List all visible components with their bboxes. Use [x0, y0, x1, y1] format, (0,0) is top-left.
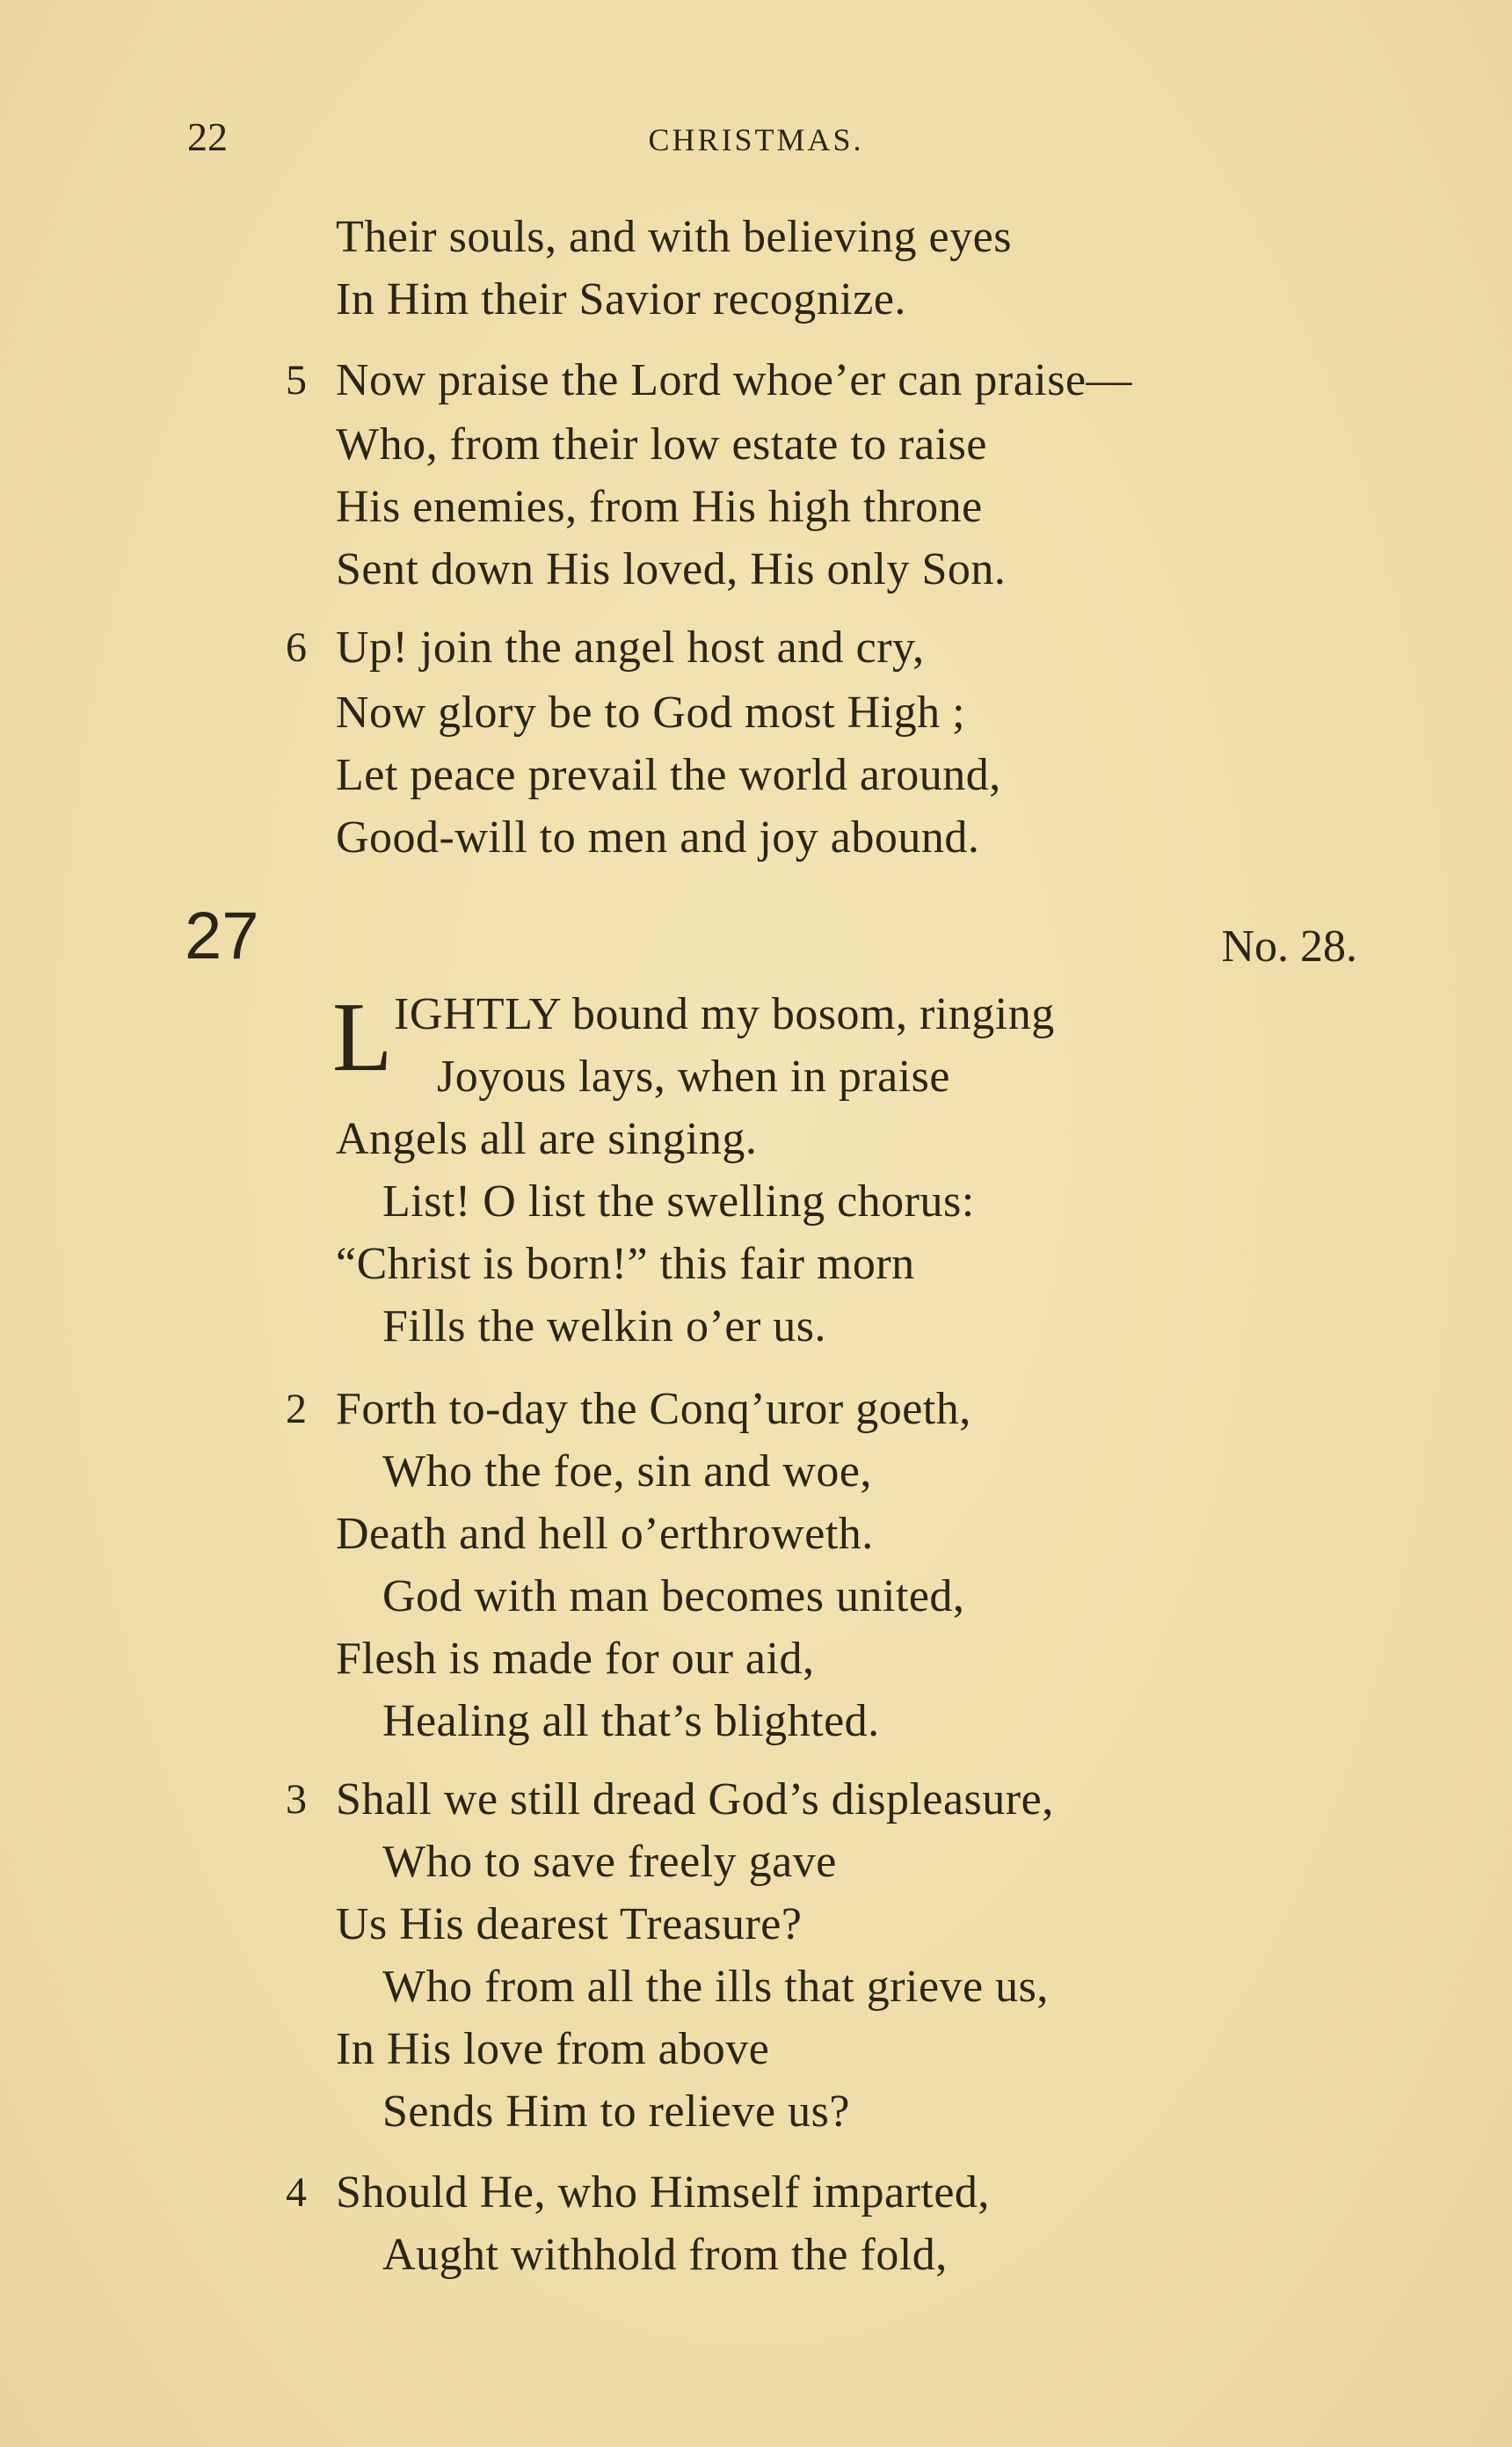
drop-cap: L [332, 983, 393, 1092]
verse-line: In Him their Savior recognize. [336, 274, 906, 324]
verse-line: IGHTLY bound my bosom, ringing [394, 989, 1055, 1039]
stanza-number: 6 [286, 624, 307, 671]
verse-line: Now glory be to God most High ; [336, 688, 966, 738]
verse-line: Us His dearest Treasure? [336, 1899, 803, 1949]
stanza-number: 3 [286, 1776, 307, 1823]
stanza-number: 5 [286, 357, 307, 404]
verse-line: Who the foe, sin and woe, [382, 1446, 872, 1497]
verse-line: Let peace prevail the world around, [336, 750, 1001, 800]
verse-line: Their souls, and with believing eyes [336, 212, 1012, 262]
verse-line: Healing all that’s blighted. [382, 1696, 880, 1746]
verse-line: List! O list the swelling chorus: [382, 1176, 975, 1227]
verse-line: Sent down His loved, His only Son. [336, 544, 1007, 594]
verse-line: Up! join the angel host and cry, [336, 623, 925, 673]
verse-line: Aught withhold from the fold, [382, 2230, 948, 2280]
hymn-number: 27 [185, 899, 259, 973]
verse-line: In His love from above [336, 2024, 770, 2074]
verse-line: Fills the welkin o’er us. [382, 1301, 827, 1351]
verse-line: Joyous lays, when in praise [437, 1052, 950, 1102]
verse-line: Good-will to men and joy abound. [336, 812, 980, 863]
verse-line: Sends Him to relieve us? [382, 2087, 850, 2137]
verse-line: Who, from their low estate to raise [336, 419, 987, 470]
stanza-number: 4 [286, 2169, 307, 2216]
verse-line: Death and hell o’erthroweth. [336, 1509, 874, 1559]
verse-line: Now praise the Lord whoe’er can praise— [336, 355, 1133, 405]
running-title: CHRISTMAS. [648, 122, 864, 157]
verse-line: Flesh is made for our aid, [336, 1634, 815, 1684]
verse-line: Shall we still dread God’s displeasure, [336, 1774, 1054, 1824]
verse-line: Should He, who Himself imparted, [336, 2167, 990, 2218]
page-number: 22 [187, 114, 228, 159]
verse-line: “Christ is born!” this fair morn [336, 1239, 915, 1289]
verse-line: God with man becomes united, [382, 1571, 965, 1621]
verse-line: Angels all are singing. [336, 1114, 758, 1164]
tune-reference: No. 28. [1221, 921, 1357, 972]
verse-line: Who to save freely gave [382, 1837, 837, 1887]
stanza-number: 2 [286, 1386, 307, 1432]
verse-line: Forth to-day the Conq’uror goeth, [336, 1384, 971, 1434]
verse-line: Who from all the ills that grieve us, [382, 1962, 1049, 2012]
verse-line: His enemies, from His high throne [336, 482, 983, 532]
